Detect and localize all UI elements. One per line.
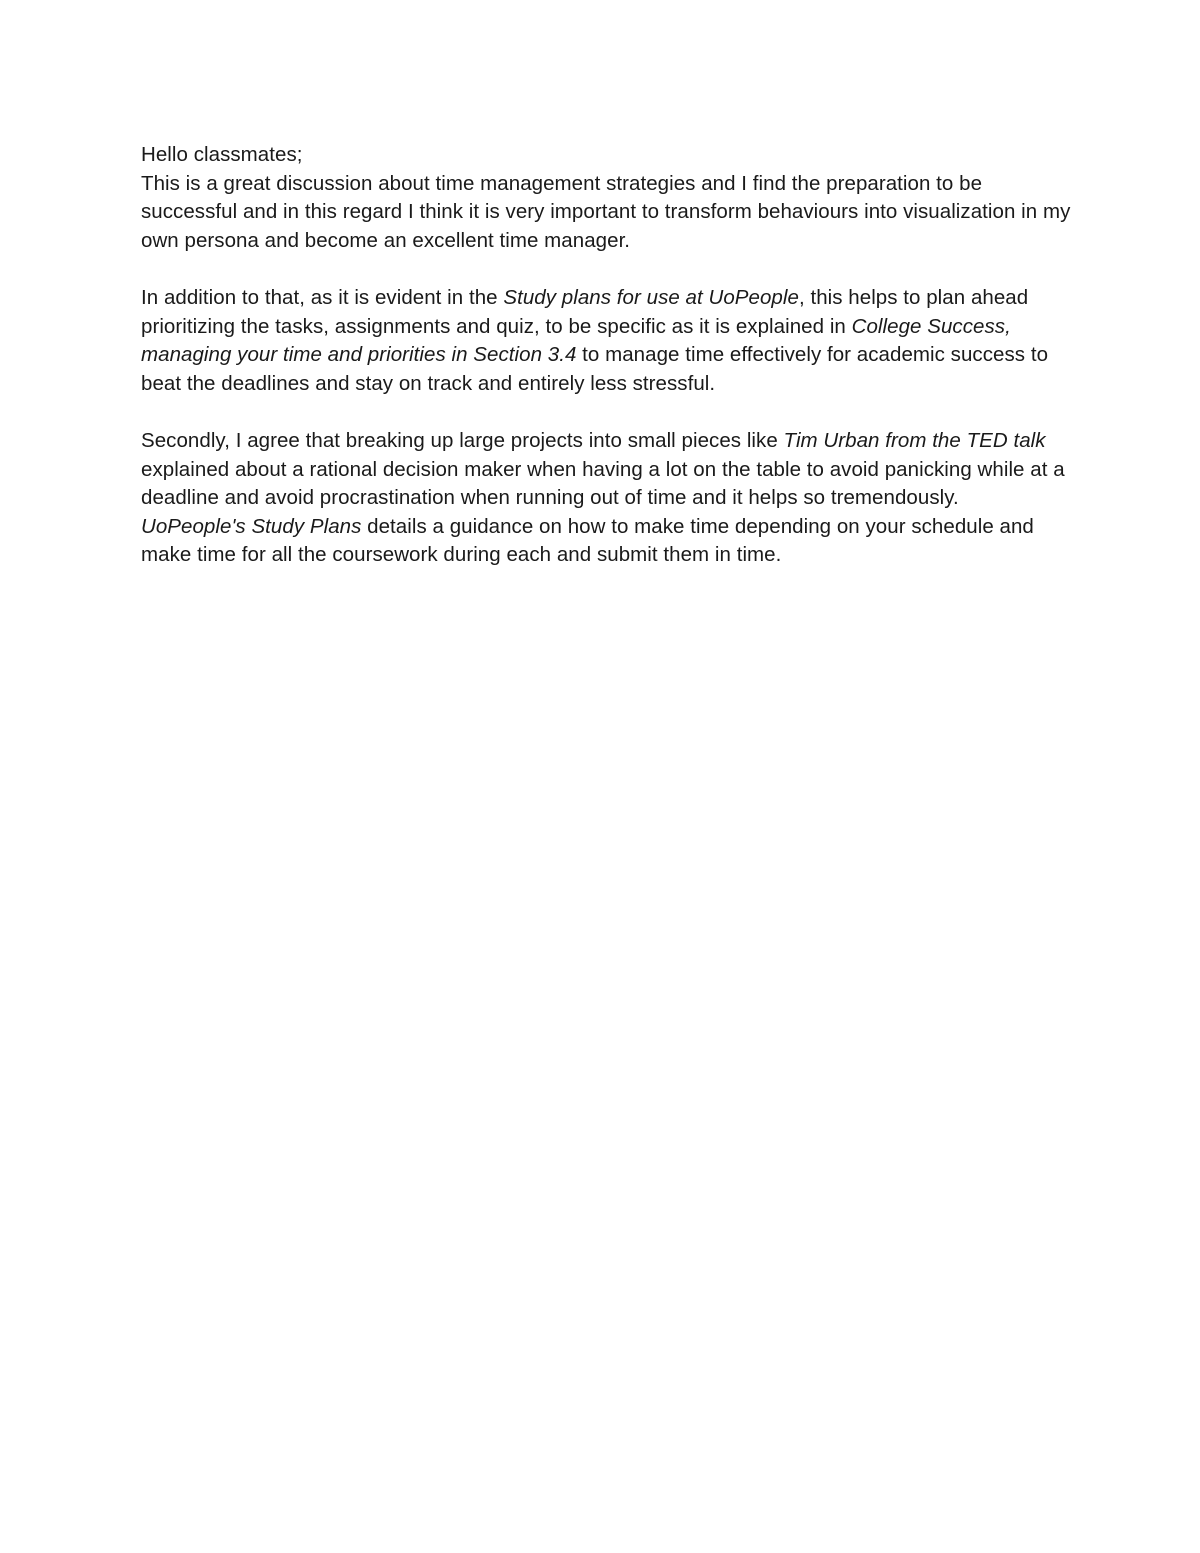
paragraph-uopeople-plans [141, 513, 1071, 570]
text-run: details a guidance on how to make time depending on your schedule and make time for all the coursework during each and submit them in time. [141, 514, 1034, 567]
text-run: In addition to that, as it is evident in the [141, 285, 504, 309]
italic-reference-ted-talk: Tim Urban from the TED talk [783, 428, 1046, 452]
paragraph-secondly [141, 427, 1071, 513]
text-run: , this helps to plan ahead prioritizing the tasks, assignments and quiz, to be specific as it is explained in [141, 285, 1029, 338]
text-run: explained about a rational decision maker when having a lot on the table to avoid panicking while at a deadline and avoid procrastination when running out of time and it helps so tremendously. [141, 457, 1065, 510]
paragraph-study-plans [141, 284, 1071, 398]
paragraph-spacer [141, 255, 1071, 284]
paragraph-intro: This is a great discussion about time management strategies and I find the preparation to be successful and in this regard I think it is very important to transform behaviours into visualization in my own persona and become an excellent time manager. [141, 171, 1071, 252]
text-run: to manage time effectively for academic success to beat the deadlines and stay on track and entirely less stressful. [141, 343, 1049, 395]
paragraph-spacer [141, 398, 1071, 427]
italic-reference-uopeople-plans: UoPeople's Study Plans [141, 514, 362, 538]
italic-reference-study-plans: Study plans for use at UoPeople [503, 285, 799, 309]
greeting-line: Hello classmates; [141, 143, 303, 166]
text-run: Secondly, I agree that breaking up large projects into small pieces like [141, 428, 784, 452]
document-body [141, 141, 1071, 570]
italic-reference-college-success: College Success, managing your time and priorities in Section 3.4 [141, 314, 1011, 367]
